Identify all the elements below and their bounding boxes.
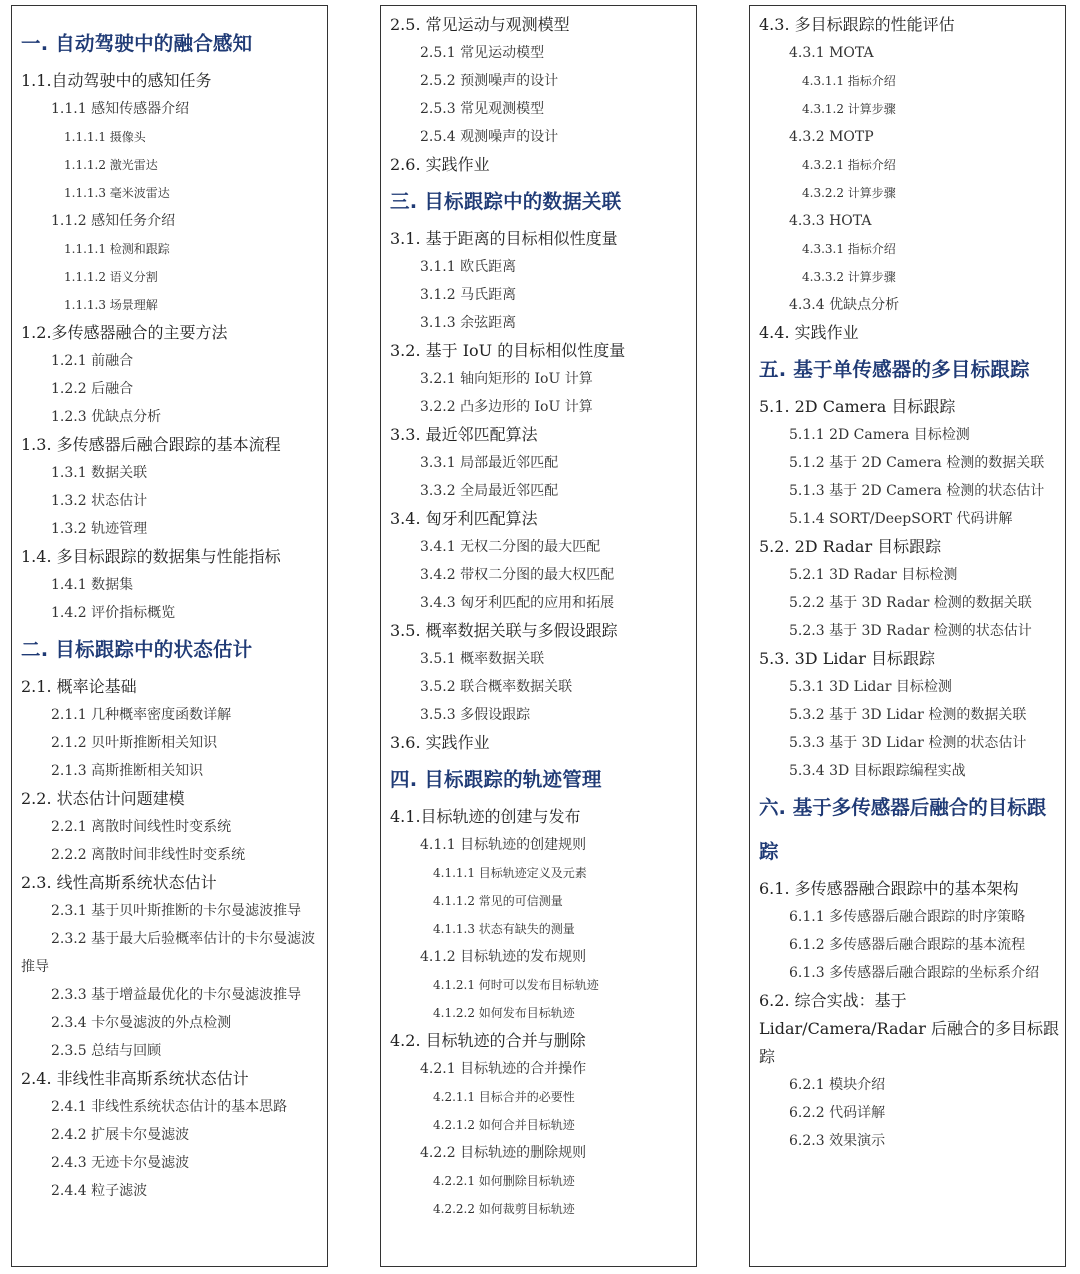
- section-3-5-1: 3.5.1 概率数据关联: [420, 651, 545, 667]
- section-4-3-1-1: 4.3.1.1 指标介绍: [802, 74, 896, 88]
- chapter-1-heading: 一. 自动驾驶中的融合感知: [21, 32, 253, 55]
- section-1-3-3: 1.3.2 轨迹管理: [51, 521, 148, 537]
- section-2-3-1: 2.3.1 基于贝叶斯推断的卡尔曼滤波推导: [51, 903, 302, 919]
- section-1-3-2: 1.3.2 状态估计: [51, 493, 148, 509]
- section-5-1: 5.1. 2D Camera 目标跟踪: [759, 397, 956, 416]
- section-4-2-1: 4.2.1 目标轨迹的合并操作: [420, 1061, 587, 1077]
- section-3-5-3: 3.5.3 多假设跟踪: [420, 707, 531, 723]
- section-5-3-1: 5.3.1 3D Lidar 目标检测: [789, 679, 952, 695]
- section-3-5: 3.5. 概率数据关联与多假设跟踪: [390, 621, 618, 640]
- section-4-2-1-2: 4.2.1.2 如何合并目标轨迹: [433, 1118, 575, 1132]
- section-1-4-2: 1.4.2 评价指标概览: [51, 605, 176, 621]
- section-5-2-1: 5.2.1 3D Radar 目标检测: [789, 567, 958, 583]
- section-2-5-2: 2.5.2 预测噪声的设计: [420, 73, 559, 89]
- section-6-2: 6.2. 综合实战：基于 Lidar/Camera/Radar 后融合的多目标跟踪: [759, 991, 1060, 1066]
- section-4-3: 4.3. 多目标跟踪的性能评估: [759, 15, 955, 34]
- section-3-2: 3.2. 基于 IoU 的目标相似性度量: [390, 341, 626, 360]
- section-4-3-4: 4.3.4 优缺点分析: [789, 297, 900, 313]
- section-4-3-2-2: 4.3.2.2 计算步骤: [802, 186, 896, 200]
- section-5-1-1: 5.1.1 2D Camera 目标检测: [789, 427, 970, 443]
- section-3-4-2: 3.4.2 带权二分图的最大权匹配: [420, 567, 615, 583]
- section-4-1: 4.1.目标轨迹的创建与发布: [390, 807, 581, 826]
- section-5-2: 5.2. 2D Radar 目标跟踪: [759, 537, 942, 556]
- section-3-5-2: 3.5.2 联合概率数据关联: [420, 679, 573, 695]
- section-2-5-4: 2.5.4 观测噪声的设计: [420, 129, 559, 145]
- section-5-3: 5.3. 3D Lidar 目标跟踪: [759, 649, 935, 668]
- section-1-2-2: 1.2.2 后融合: [51, 381, 134, 397]
- section-2-5-3: 2.5.3 常见观测模型: [420, 101, 545, 117]
- section-1-1-2-1: 1.1.1.1 检测和跟踪: [64, 242, 170, 256]
- section-2-4-2: 2.4.2 扩展卡尔曼滤波: [51, 1127, 190, 1143]
- section-4-3-1-2: 4.3.1.2 计算步骤: [802, 102, 896, 116]
- section-4-2-1-1: 4.2.1.1 目标合并的必要性: [433, 1090, 575, 1104]
- section-1-1-1-2: 1.1.1.2 激光雷达: [64, 158, 158, 172]
- section-5-1-2: 5.1.2 基于 2D Camera 检测的数据关联: [789, 455, 1045, 471]
- section-5-1-3: 5.1.3 基于 2D Camera 检测的状态估计: [789, 483, 1045, 499]
- section-3-3-2: 3.3.2 全局最近邻匹配: [420, 483, 559, 499]
- section-4-1-2: 4.1.2 目标轨迹的发布规则: [420, 949, 587, 965]
- section-3-4-1: 3.4.1 无权二分图的最大匹配: [420, 539, 601, 555]
- section-1-1-2: 1.1.2 感知任务介绍: [51, 213, 176, 229]
- section-2-1-3: 2.1.3 高斯推断相关知识: [51, 763, 204, 779]
- section-4-3-2: 4.3.2 MOTP: [789, 129, 874, 145]
- section-1-2-1: 1.2.1 前融合: [51, 353, 134, 369]
- section-2-4-1: 2.4.1 非线性系统状态估计的基本思路: [51, 1099, 288, 1115]
- chapter-2-heading: 二. 目标跟踪中的状态估计: [21, 638, 253, 661]
- section-3-1-2: 3.1.2 马氏距离: [420, 287, 517, 303]
- section-2-3-3: 2.3.3 基于增益最优化的卡尔曼滤波推导: [51, 987, 302, 1003]
- section-2-1-1: 2.1.1 几种概率密度函数详解: [51, 707, 232, 723]
- section-1-1: 1.1.自动驾驶中的感知任务: [21, 71, 212, 90]
- section-6-2-1: 6.2.1 模块介绍: [789, 1077, 886, 1093]
- section-4-3-3-1: 4.3.3.1 指标介绍: [802, 242, 896, 256]
- section-4-1-2-2: 4.1.2.2 如何发布目标轨迹: [433, 1006, 575, 1020]
- section-4-2-2: 4.2.2 目标轨迹的删除规则: [420, 1145, 587, 1161]
- section-4-1-1: 4.1.1 目标轨迹的创建规则: [420, 837, 587, 853]
- section-1-1-1-1: 1.1.1.1 摄像头: [64, 130, 146, 144]
- section-5-2-3: 5.2.3 基于 3D Radar 检测的状态估计: [789, 623, 1032, 639]
- section-4-3-2-1: 4.3.2.1 指标介绍: [802, 158, 896, 172]
- chapter-3-heading: 三. 目标跟踪中的数据关联: [390, 190, 622, 213]
- section-5-1-4: 5.1.4 SORT/DeepSORT 代码讲解: [789, 511, 1013, 527]
- section-3-1-3: 3.1.3 余弦距离: [420, 315, 517, 331]
- section-1-1-2-3: 1.1.1.3 场景理解: [64, 298, 158, 312]
- section-2-3-4: 2.3.4 卡尔曼滤波的外点检测: [51, 1015, 232, 1031]
- section-1-3-1: 1.3.1 数据关联: [51, 465, 148, 481]
- section-2-2: 2.2. 状态估计问题建模: [21, 789, 185, 808]
- section-4-1-1-1: 4.1.1.1 目标轨迹定义及元素: [433, 866, 587, 880]
- section-2-3-5: 2.3.5 总结与回顾: [51, 1043, 162, 1059]
- section-5-3-2: 5.3.2 基于 3D Lidar 检测的数据关联: [789, 707, 1027, 723]
- chapter-4-heading: 四. 目标跟踪的轨迹管理: [390, 768, 602, 791]
- section-4-2-2-1: 4.2.2.1 如何删除目标轨迹: [433, 1174, 575, 1188]
- section-5-3-3: 5.3.3 基于 3D Lidar 检测的状态估计: [789, 735, 1027, 751]
- section-4-3-1: 4.3.1 MOTA: [789, 45, 874, 61]
- section-2-2-2: 2.2.2 离散时间非线性时变系统: [51, 847, 246, 863]
- section-1-1-1-3: 1.1.1.3 毫米波雷达: [64, 186, 170, 200]
- section-6-2-2: 6.2.2 代码详解: [789, 1105, 886, 1121]
- section-1-1-2-2: 1.1.1.2 语义分割: [64, 270, 158, 284]
- chapter-6-heading: 六. 基于多传感器后融合的目标跟踪: [759, 796, 1047, 863]
- section-1-4: 1.4. 多目标跟踪的数据集与性能指标: [21, 547, 281, 566]
- toc-column-1: [11, 5, 328, 1267]
- section-2-4: 2.4. 非线性非高斯系统状态估计: [21, 1069, 249, 1088]
- section-3-2-2: 3.2.2 凸多边形的 IoU 计算: [420, 399, 593, 415]
- section-4-3-3-2: 4.3.3.2 计算步骤: [802, 270, 896, 284]
- section-2-1-2: 2.1.2 贝叶斯推断相关知识: [51, 735, 218, 751]
- section-2-4-3: 2.4.3 无迹卡尔曼滤波: [51, 1155, 190, 1171]
- section-2-3-2: 2.3.2 基于最大后验概率估计的卡尔曼滤波推导: [21, 931, 316, 975]
- section-3-1-1: 3.1.1 欧氏距离: [420, 259, 517, 275]
- section-2-1: 2.1. 概率论基础: [21, 677, 137, 696]
- section-6-1-3: 6.1.3 多传感器后融合跟踪的坐标系介绍: [789, 965, 1040, 981]
- section-4-2-2-2: 4.2.2.2 如何裁剪目标轨迹: [433, 1202, 575, 1216]
- section-1-2-3: 1.2.3 优缺点分析: [51, 409, 162, 425]
- section-3-4: 3.4. 匈牙利匹配算法: [390, 509, 538, 528]
- section-4-3-3: 4.3.3 HOTA: [789, 213, 872, 229]
- section-5-2-2: 5.2.2 基于 3D Radar 检测的数据关联: [789, 595, 1032, 611]
- section-5-3-4: 5.3.4 3D 目标跟踪编程实战: [789, 763, 966, 779]
- section-3-6: 3.6. 实践作业: [390, 733, 490, 752]
- section-1-2: 1.2.多传感器融合的主要方法: [21, 323, 228, 342]
- section-6-2-3: 6.2.3 效果演示: [789, 1133, 886, 1149]
- section-1-3: 1.3. 多传感器后融合跟踪的基本流程: [21, 435, 281, 454]
- section-4-1-1-2: 4.1.1.2 常见的可信测量: [433, 894, 563, 908]
- section-2-3: 2.3. 线性高斯系统状态估计: [21, 873, 217, 892]
- section-4-1-1-3: 4.1.1.3 状态有缺失的测量: [433, 922, 575, 936]
- section-2-5-1: 2.5.1 常见运动模型: [420, 45, 545, 61]
- section-6-1-1: 6.1.1 多传感器后融合跟踪的时序策略: [789, 909, 1026, 925]
- section-6-1-2: 6.1.2 多传感器后融合跟踪的基本流程: [789, 937, 1026, 953]
- section-2-6: 2.6. 实践作业: [390, 155, 490, 174]
- section-2-5: 2.5. 常见运动与观测模型: [390, 15, 570, 34]
- section-1-4-1: 1.4.1 数据集: [51, 577, 134, 593]
- toc-column-3: [749, 5, 1066, 1267]
- section-3-1: 3.1. 基于距离的目标相似性度量: [390, 229, 618, 248]
- section-2-4-4: 2.4.4 粒子滤波: [51, 1183, 148, 1199]
- section-4-1-2-1: 4.1.2.1 何时可以发布目标轨迹: [433, 978, 599, 992]
- section-3-4-3: 3.4.3 匈牙利匹配的应用和拓展: [420, 595, 615, 611]
- section-3-2-1: 3.2.1 轴向矩形的 IoU 计算: [420, 371, 593, 387]
- section-3-3: 3.3. 最近邻匹配算法: [390, 425, 538, 444]
- section-2-2-1: 2.2.1 离散时间线性时变系统: [51, 819, 232, 835]
- chapter-5-heading: 五. 基于单传感器的多目标跟踪: [759, 358, 1030, 381]
- section-4-4: 4.4. 实践作业: [759, 323, 859, 342]
- section-1-1-1: 1.1.1 感知传感器介绍: [51, 101, 190, 117]
- section-4-2: 4.2. 目标轨迹的合并与删除: [390, 1031, 586, 1050]
- section-6-1: 6.1. 多传感器融合跟踪中的基本架构: [759, 879, 1019, 898]
- section-3-3-1: 3.3.1 局部最近邻匹配: [420, 455, 559, 471]
- toc-column-2: [380, 5, 697, 1267]
